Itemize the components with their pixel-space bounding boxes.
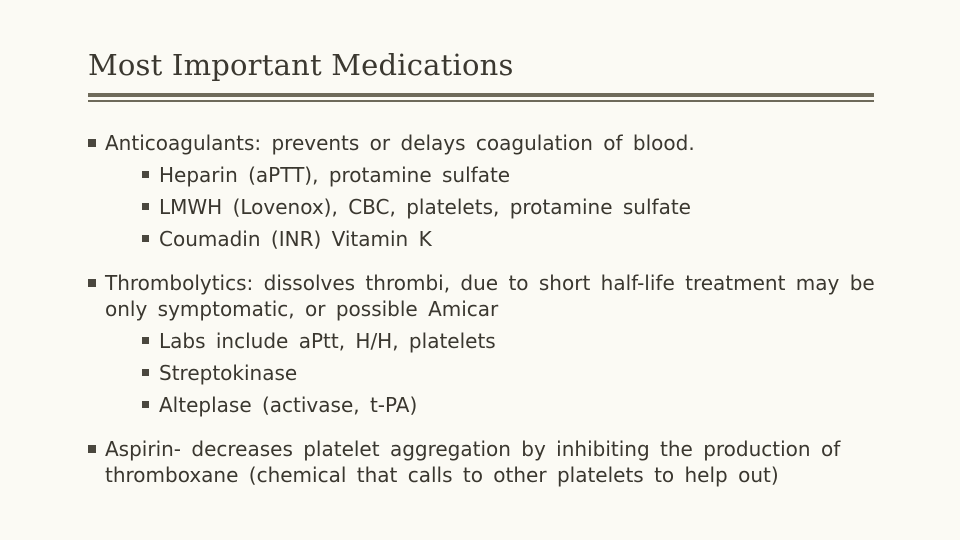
bullet-text: Anticoagulants: prevents or delays coagulation of blood. bbox=[105, 131, 695, 155]
bullet-anticoagulants bbox=[88, 130, 888, 252]
sub-bullet-text: Heparin (aPTT), protamine sulfate bbox=[159, 163, 511, 187]
square-bullet-icon bbox=[142, 337, 149, 344]
bullet-text: Thrombolytics: dissolves thrombi, due to short half-life treatment may be only symptomatic, or possible Amicar bbox=[105, 271, 875, 321]
sub-bullet-text: Alteplase (activase, t-PA) bbox=[159, 393, 418, 417]
square-bullet-icon bbox=[142, 401, 149, 408]
sub-bullet-labs bbox=[142, 328, 888, 354]
sub-bullet-text: Labs include aPtt, H/H, platelets bbox=[159, 329, 496, 353]
sub-list bbox=[105, 328, 888, 418]
square-bullet-icon bbox=[142, 369, 149, 376]
slide-title: Most Important Medications bbox=[88, 48, 514, 82]
square-bullet-icon bbox=[142, 235, 149, 242]
square-bullet-icon bbox=[88, 139, 96, 147]
bullet-text: Aspirin- decreases platelet aggregation by inhibiting the production of thromboxane (chemical that calls to other platelets to help out) bbox=[105, 437, 841, 487]
sub-bullet-coumadin bbox=[142, 226, 888, 252]
bullet-aspirin bbox=[88, 436, 888, 488]
square-bullet-icon bbox=[88, 279, 96, 287]
sub-bullet-alteplase bbox=[142, 392, 888, 418]
slide-content bbox=[88, 130, 888, 488]
sub-bullet-text: LMWH (Lovenox), CBC, platelets, protamine sulfate bbox=[159, 195, 691, 219]
title-rule-thick bbox=[88, 93, 874, 97]
bullet-thrombolytics bbox=[88, 270, 888, 418]
sub-bullet-streptokinase bbox=[142, 360, 888, 386]
sub-bullet-heparin bbox=[142, 162, 888, 188]
title-rule-thin bbox=[88, 100, 874, 102]
sub-bullet-text: Streptokinase bbox=[159, 361, 298, 385]
sub-bullet-text: Coumadin (INR) Vitamin K bbox=[159, 227, 432, 251]
square-bullet-icon bbox=[142, 171, 149, 178]
square-bullet-icon bbox=[88, 445, 96, 453]
sub-list bbox=[105, 162, 888, 252]
sub-bullet-lmwh bbox=[142, 194, 888, 220]
square-bullet-icon bbox=[142, 203, 149, 210]
